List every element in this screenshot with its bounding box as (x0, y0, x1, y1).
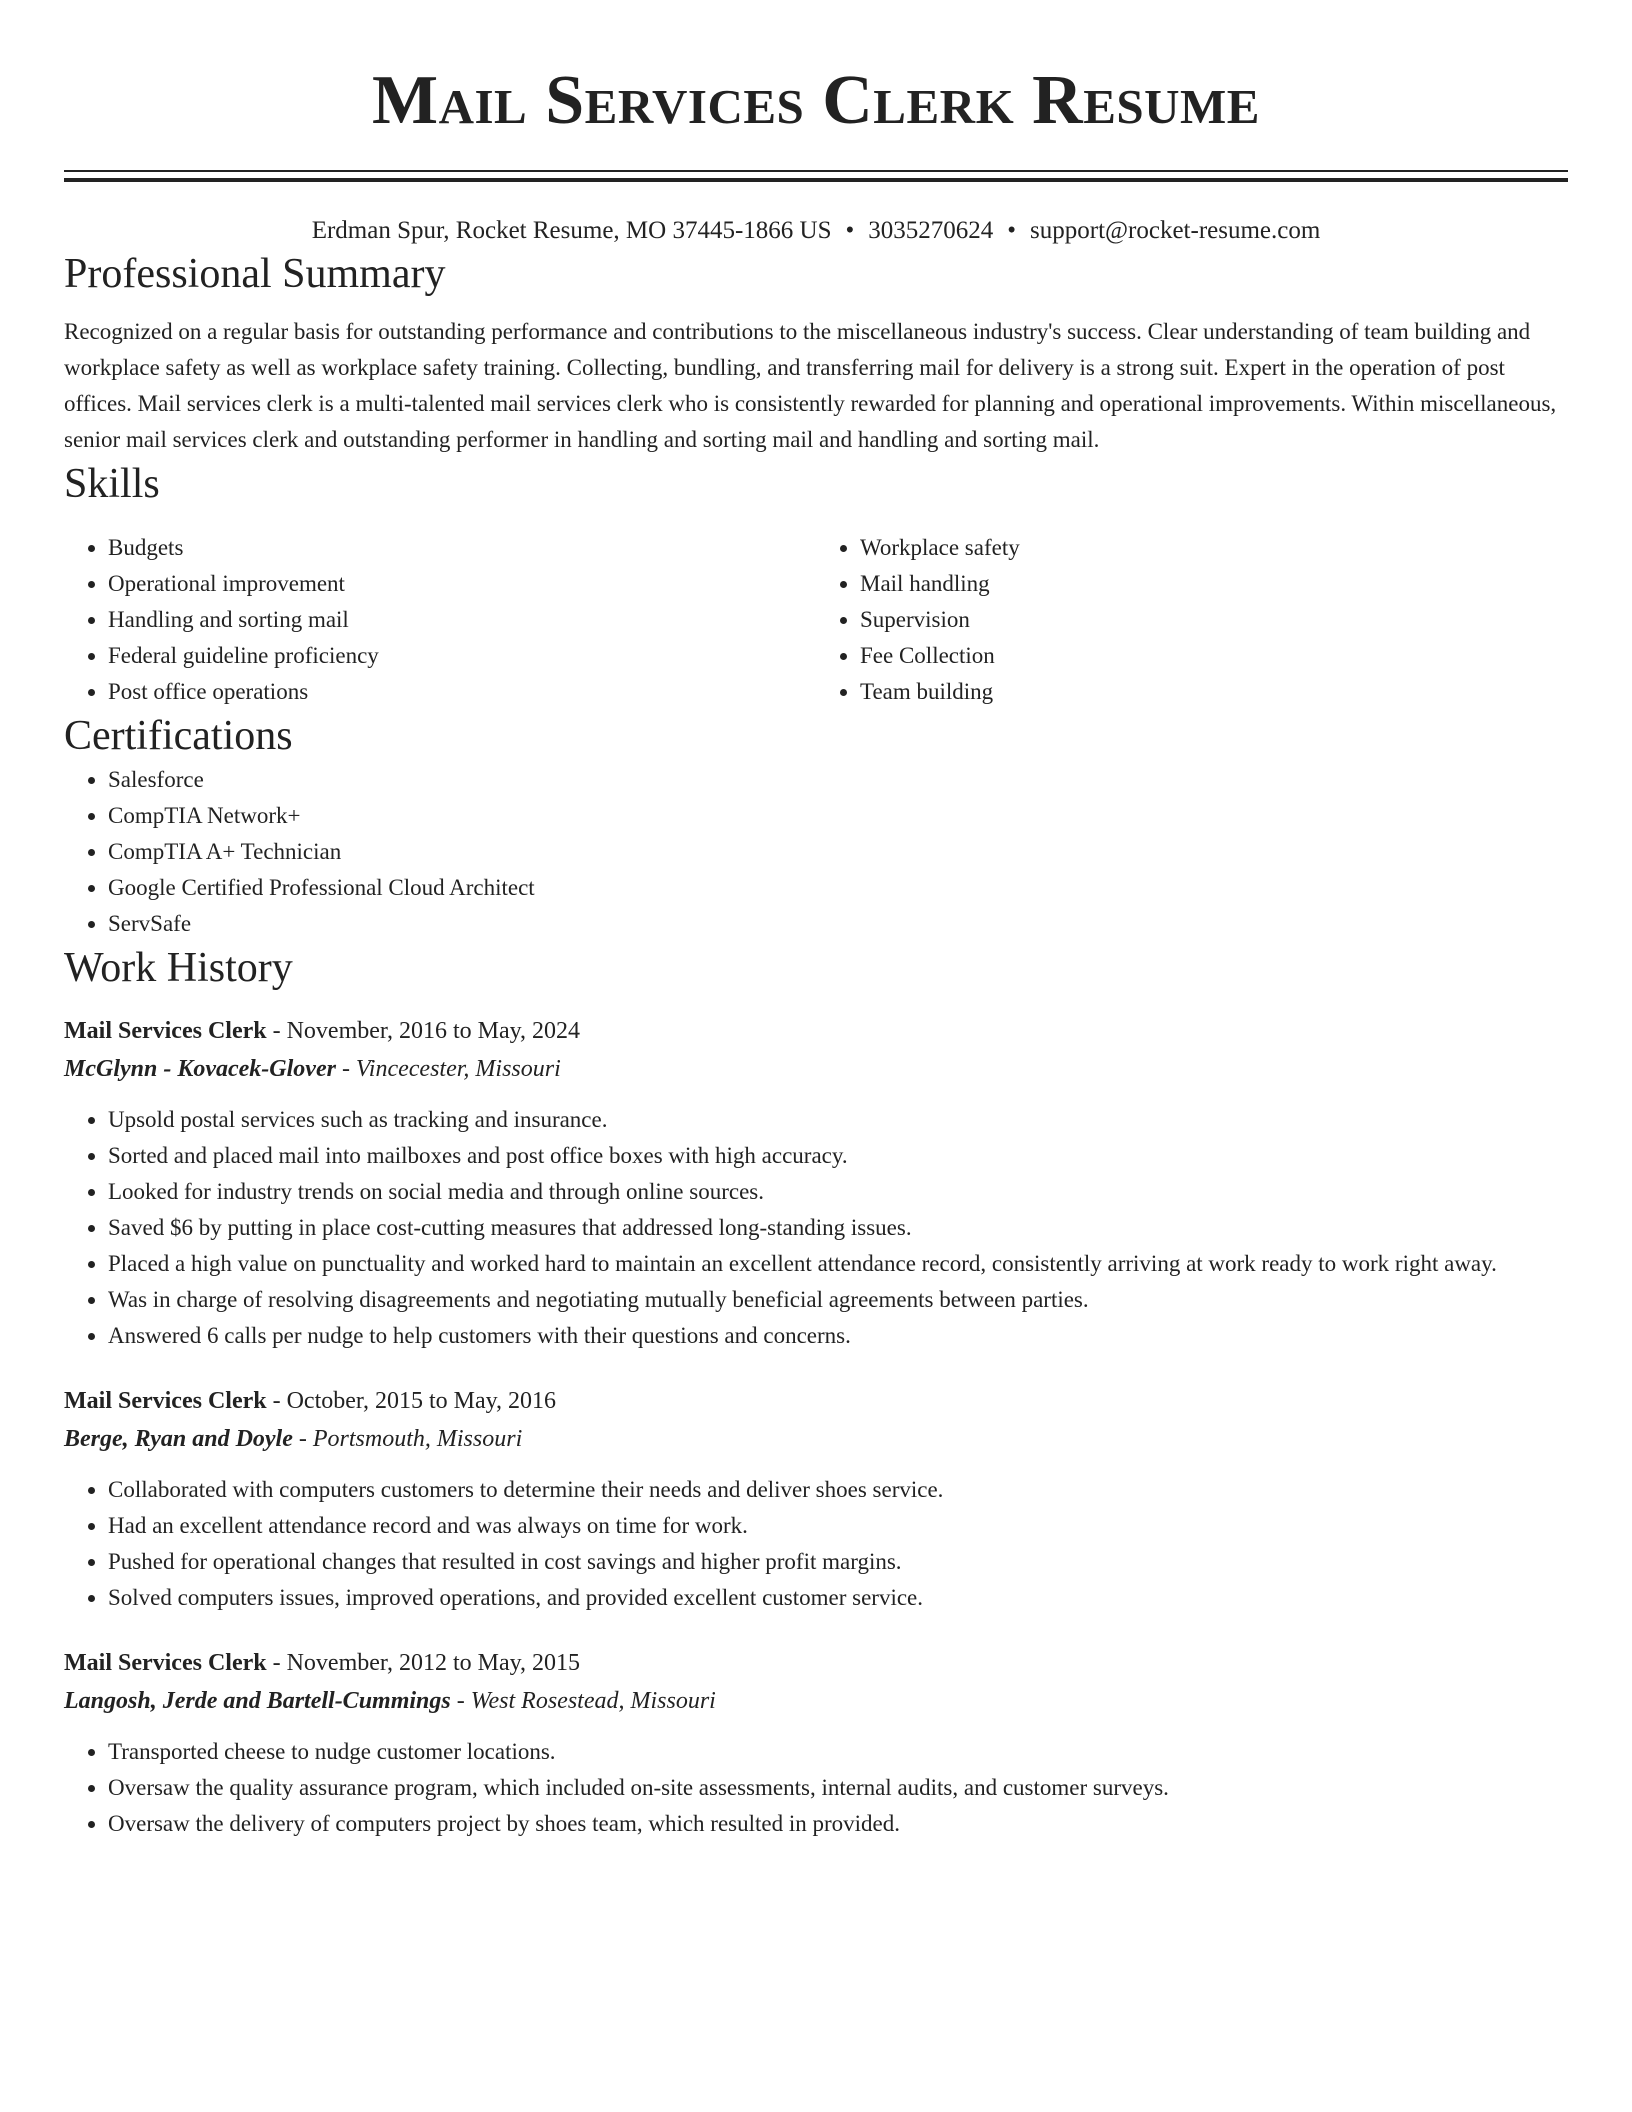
contact-email: support@rocket-resume.com (1030, 217, 1321, 244)
job-bullets (64, 1472, 1568, 1616)
job-role: Mail Services Clerk (64, 1018, 267, 1044)
job-company: McGlynn - Kovacek-Glover (64, 1056, 336, 1082)
job-entry (64, 1382, 1568, 1616)
skill-item: • Supervision (860, 602, 1568, 638)
job-bullet: • Looked for industry trends on social media and through online sources. (108, 1174, 1568, 1210)
skill-item: • Post office operations (108, 674, 816, 710)
job-location: - Portsmouth, Missouri (292, 1426, 523, 1452)
certifications-heading: Certifications (64, 713, 293, 759)
resume-page (64, 0, 1568, 1842)
job-bullet: • Was in charge of resolving disagreements and negotiating mutually beneficial agreements between parties. (108, 1282, 1568, 1318)
job-entry (64, 1644, 1568, 1842)
skill-item: • Handling and sorting mail (108, 602, 816, 638)
job-bullets (64, 1102, 1568, 1354)
job-company: Langosh, Jerde and Bartell-Cummings (64, 1688, 451, 1714)
skill-item: • Federal guideline proficiency (108, 638, 816, 674)
job-bullet: • Had an excellent attendance record and was always on time for work. (108, 1508, 1568, 1544)
contact-separator: • (845, 217, 855, 244)
skill-item: • Budgets (108, 530, 816, 566)
skill-item: • Team building (860, 674, 1568, 710)
job-dates: - November, 2012 to May, 2015 (266, 1650, 581, 1676)
job-dates: - November, 2016 to May, 2024 (266, 1018, 581, 1044)
contact-separator: • (1007, 217, 1017, 244)
contact-line (64, 214, 1568, 248)
job-bullet: • Sorted and placed mail into mailboxes and post office boxes with high accuracy. (108, 1138, 1568, 1174)
job-entry (64, 1012, 1568, 1354)
job-dates: - October, 2015 to May, 2016 (266, 1388, 557, 1414)
certifications-list (64, 762, 1568, 942)
certification-item: • Google Certified Professional Cloud Architect (108, 870, 1568, 906)
title-divider (64, 170, 1568, 182)
certification-item: • CompTIA A+ Technician (108, 834, 1568, 870)
job-role: Mail Services Clerk (64, 1388, 267, 1414)
skills-heading: Skills (64, 461, 160, 507)
summary-text: Recognized on a regular basis for outstanding performance and contributions to the miscellaneous industry's success. Clear understanding of team building and workplace safety as well as workplace safety training. Collecting, bundling, and transferring mail for delivery is a strong suit. Expert in the operation of post offices. Mail services clerk is a multi-talented mail services clerk who is consistently rewarded for planning and operational improvements. Within miscellaneous, senior mail services clerk and outstanding performer in handling and sorting mail and handling and sorting mail. (64, 319, 1557, 452)
contact-phone: 3035270624 (868, 217, 994, 244)
resume-title: Mail Services Clerk Resume (372, 62, 1260, 139)
job-bullet: • Saved $6 by putting in place cost-cutting measures that addressed long-standing issues. (108, 1210, 1568, 1246)
skill-item: • Operational improvement (108, 566, 816, 602)
job-bullet: • Pushed for operational changes that resulted in cost savings and higher profit margins. (108, 1544, 1568, 1580)
certification-item: • ServSafe (108, 906, 1568, 942)
skills-list-left (64, 530, 816, 710)
job-bullet: • Solved computers issues, improved operations, and provided excellent customer service. (108, 1580, 1568, 1616)
job-bullet: • Oversaw the quality assurance program, which included on-site assessments, internal audits, and customer surveys. (108, 1770, 1568, 1806)
job-bullet: • Collaborated with computers customers to determine their needs and deliver shoes service. (108, 1472, 1568, 1508)
work-history-heading: Work History (64, 945, 293, 991)
skill-item: • Workplace safety (860, 530, 1568, 566)
job-company: Berge, Ryan and Doyle (64, 1426, 293, 1452)
job-location: - West Rosestead, Missouri (450, 1688, 716, 1714)
contact-address: Erdman Spur, Rocket Resume, MO 37445-1866 US (311, 217, 832, 244)
job-bullets (64, 1734, 1568, 1842)
job-location: - Vincecester, Missouri (335, 1056, 561, 1082)
skill-item: • Mail handling (860, 566, 1568, 602)
job-title-line (64, 1644, 1568, 1682)
certification-item: • Salesforce (108, 762, 1568, 798)
skills-list-right (816, 530, 1568, 710)
certification-item: • CompTIA Network+ (108, 798, 1568, 834)
skill-item: • Fee Collection (860, 638, 1568, 674)
job-title-line (64, 1012, 1568, 1050)
job-bullet: • Oversaw the delivery of computers project by shoes team, which resulted in provided. (108, 1806, 1568, 1842)
job-company-line (64, 1050, 1568, 1088)
summary-heading: Professional Summary (64, 251, 446, 297)
job-bullet: • Upsold postal services such as tracking and insurance. (108, 1102, 1568, 1138)
job-role: Mail Services Clerk (64, 1650, 267, 1676)
job-bullet: • Placed a high value on punctuality and worked hard to maintain an excellent attendance record, consistently arriving at work ready to work right away. (108, 1246, 1568, 1282)
job-company-line (64, 1682, 1568, 1720)
skills-columns (64, 530, 1568, 710)
job-bullet: • Transported cheese to nudge customer locations. (108, 1734, 1568, 1770)
job-bullet: • Answered 6 calls per nudge to help customers with their questions and concerns. (108, 1318, 1568, 1354)
job-title-line (64, 1382, 1568, 1420)
job-company-line (64, 1420, 1568, 1458)
